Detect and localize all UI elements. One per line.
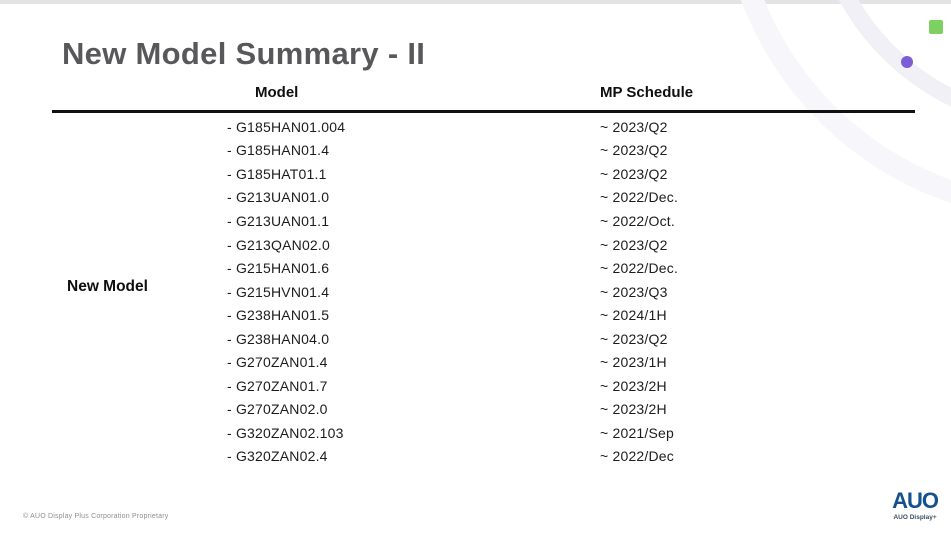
table-row [0, 256, 951, 280]
model-table-body [0, 115, 951, 468]
auo-logo-subtext: AUO Display+ [893, 514, 937, 521]
purple-dot-decoration [901, 56, 913, 68]
auo-logo-wordmark: AUO [892, 488, 938, 513]
table-row [0, 327, 951, 351]
table-row [0, 280, 951, 304]
model-cell: - G213UAN01.0 [227, 189, 330, 206]
model-cell: - G185HAN01.4 [227, 142, 330, 159]
mp-schedule-cell: ~ 2023/Q2 [600, 165, 668, 182]
mp-schedule-cell: ~ 2023/Q2 [600, 330, 668, 347]
model-cell: - G185HAT01.1 [227, 165, 327, 182]
mp-schedule-cell: ~ 2023/Q2 [600, 236, 668, 253]
auo-logo [892, 490, 938, 521]
mp-schedule-cell: ~ 2024/1H [600, 307, 667, 324]
mp-schedule-cell: ~ 2023/Q3 [600, 283, 668, 300]
mp-schedule-cell: ~ 2023/Q2 [600, 118, 668, 135]
table-row [0, 445, 951, 469]
mp-schedule-cell: ~ 2023/2H [600, 377, 667, 394]
model-cell: - G185HAN01.004 [227, 118, 346, 135]
model-cell: - G213QAN02.0 [227, 236, 330, 253]
model-cell: - G270ZAN01.7 [227, 377, 328, 394]
category-label-new-model: New Model [67, 278, 148, 295]
top-edge-strip [0, 0, 951, 4]
green-square-decoration [929, 20, 943, 34]
model-cell: - G238HAN01.5 [227, 307, 330, 324]
table-row [0, 115, 951, 139]
table-row [0, 350, 951, 374]
model-cell: - G320ZAN02.4 [227, 448, 328, 465]
header-divider-line [52, 110, 915, 113]
model-cell: - G270ZAN02.0 [227, 401, 328, 418]
copyright-text: © AUO Display Plus Corporation Proprietary [23, 513, 169, 520]
table-row [0, 186, 951, 210]
mp-schedule-cell: ~ 2023/Q2 [600, 142, 668, 159]
table-row [0, 421, 951, 445]
table-row [0, 209, 951, 233]
mp-schedule-cell: ~ 2022/Oct. [600, 212, 675, 229]
model-cell: - G270ZAN01.4 [227, 354, 328, 371]
model-cell: - G238HAN04.0 [227, 330, 330, 347]
mp-schedule-cell: ~ 2023/1H [600, 354, 667, 371]
table-row [0, 398, 951, 422]
mp-schedule-cell: ~ 2023/2H [600, 401, 667, 418]
table-row [0, 233, 951, 257]
model-cell: - G215HVN01.4 [227, 283, 330, 300]
mp-schedule-cell: ~ 2022/Dec. [600, 260, 679, 277]
column-header-mp-schedule: MP Schedule [600, 84, 694, 101]
table-row [0, 374, 951, 398]
table-row [0, 303, 951, 327]
table-row [0, 139, 951, 163]
model-cell: - G320ZAN02.103 [227, 424, 344, 441]
page-title: New Model Summary - II [62, 36, 426, 71]
model-cell: - G213UAN01.1 [227, 212, 330, 229]
mp-schedule-cell: ~ 2022/Dec. [600, 189, 679, 206]
table-row [0, 162, 951, 186]
mp-schedule-cell: ~ 2021/Sep [600, 424, 675, 441]
mp-schedule-cell: ~ 2022/Dec [600, 448, 674, 465]
column-header-model: Model [255, 84, 299, 101]
model-cell: - G215HAN01.6 [227, 260, 330, 277]
